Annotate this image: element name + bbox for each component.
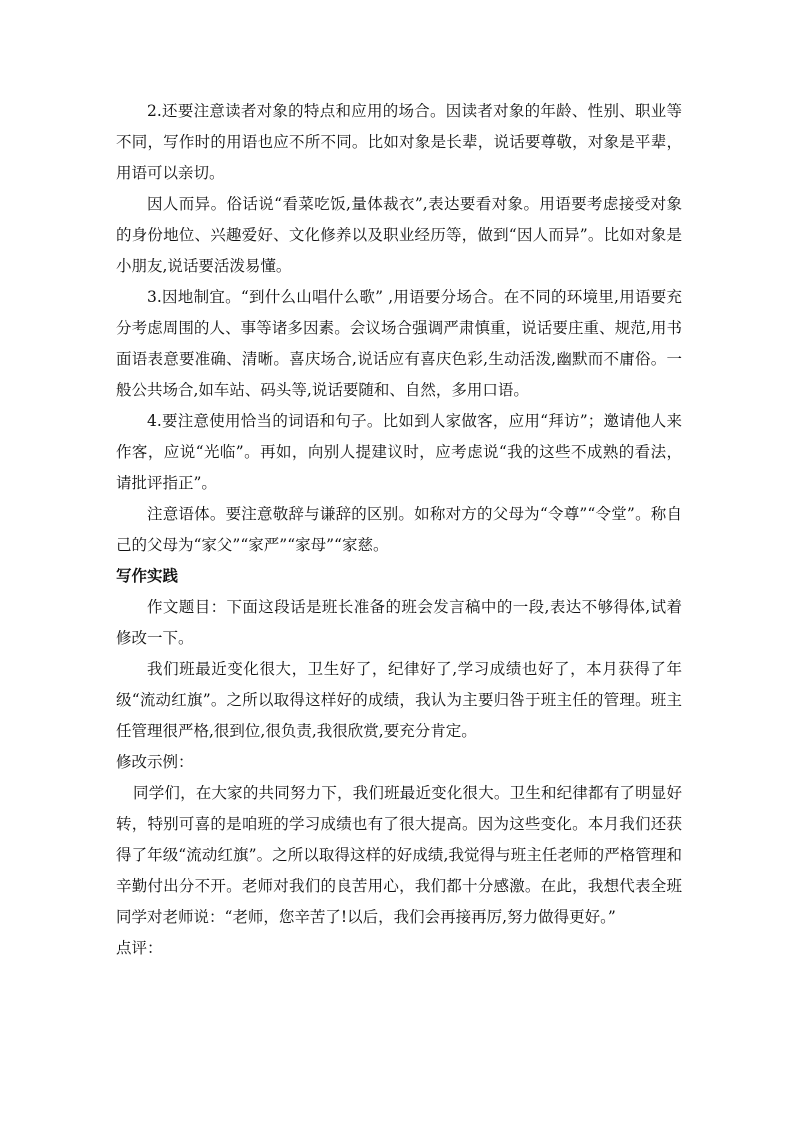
practice-prompt: 作文题目：下面这段话是班长准备的班会发言稿中的一段,表达不够得体,试着修改一下。 xyxy=(116,598,682,647)
document-page xyxy=(116,96,682,964)
comment-label: 点评： xyxy=(116,939,163,957)
paragraph-place: 3.因地制宜。“到什么山唱什么歌” ,用语要分场合。在不同的环境里,用语要充分考虑周围的人、事等诸多因素。会议场合强调严肃慎重，说话要庄重、规范,用书面语表意要准确、清晰。喜庆场合,说话应有喜庆色彩,生动活泼,幽默而不庸俗。一般公共场合,如车站、码头等,说话要随和、自然，多用口语。 xyxy=(116,288,682,399)
example-label: 修改示例： xyxy=(116,753,194,771)
section-title: 写作实践 xyxy=(116,567,179,585)
practice-original-text: 我们班最近变化很大，卫生好了，纪律好了,学习成绩也好了，本月获得了年级“流动红旗”。之所以取得这样好的成绩，我认为主要归咎于班主任的管理。班主任管理很严格,很到位,很负责,我很欣赏,要充分肯定。 xyxy=(116,660,682,740)
paragraph-person: 因人而异。俗话说“看菜吃饭,量体裁衣”,表达要看对象。用语要考虑接受对象的身份地位、兴趣爱好、文化修养以及职业经历等，做到“因人而异”。比如对象是小朋友,说话要活泼易懂。 xyxy=(116,195,682,275)
paragraph-words: 4.要注意使用恰当的词语和句子。比如到人家做客，应用“拜访”；邀请他人来作客，应说“光临”。再如，向别人提建议时，应考虑说“我的这些不成熟的看法，请批评指正”。 xyxy=(116,412,682,492)
revised-example-text: 同学们，在大家的共同努力下，我们班最近变化很大。卫生和纪律都有了明显好转，特别可喜的是咱班的学习成绩也有了很大提高。因为这些变化。本月我们还获得了年级“流动红旗”。之所以取得这样的好成绩,我觉得与班主任老师的严格管理和辛勤付出分不开。老师对我们的良苦用心，我们都十分感激。在此，我想代表全班同学对老师说：“老师，您辛苦了!以后，我们会再接再厉,努力做得更好。” xyxy=(116,784,682,926)
paragraph-audience: 2.还要注意读者对象的特点和应用的场合。因读者对象的年龄、性别、职业等不同，写作时的用语也应不所不同。比如对象是长辈，说话要尊敬，对象是平辈，用语可以亲切。 xyxy=(116,102,682,182)
paragraph-style: 注意语体。要注意敬辞与谦辞的区别。如称对方的父母为“令尊”“令堂”。称自己的父母为“家父”“家严”“家母”“家慈。 xyxy=(116,505,682,554)
